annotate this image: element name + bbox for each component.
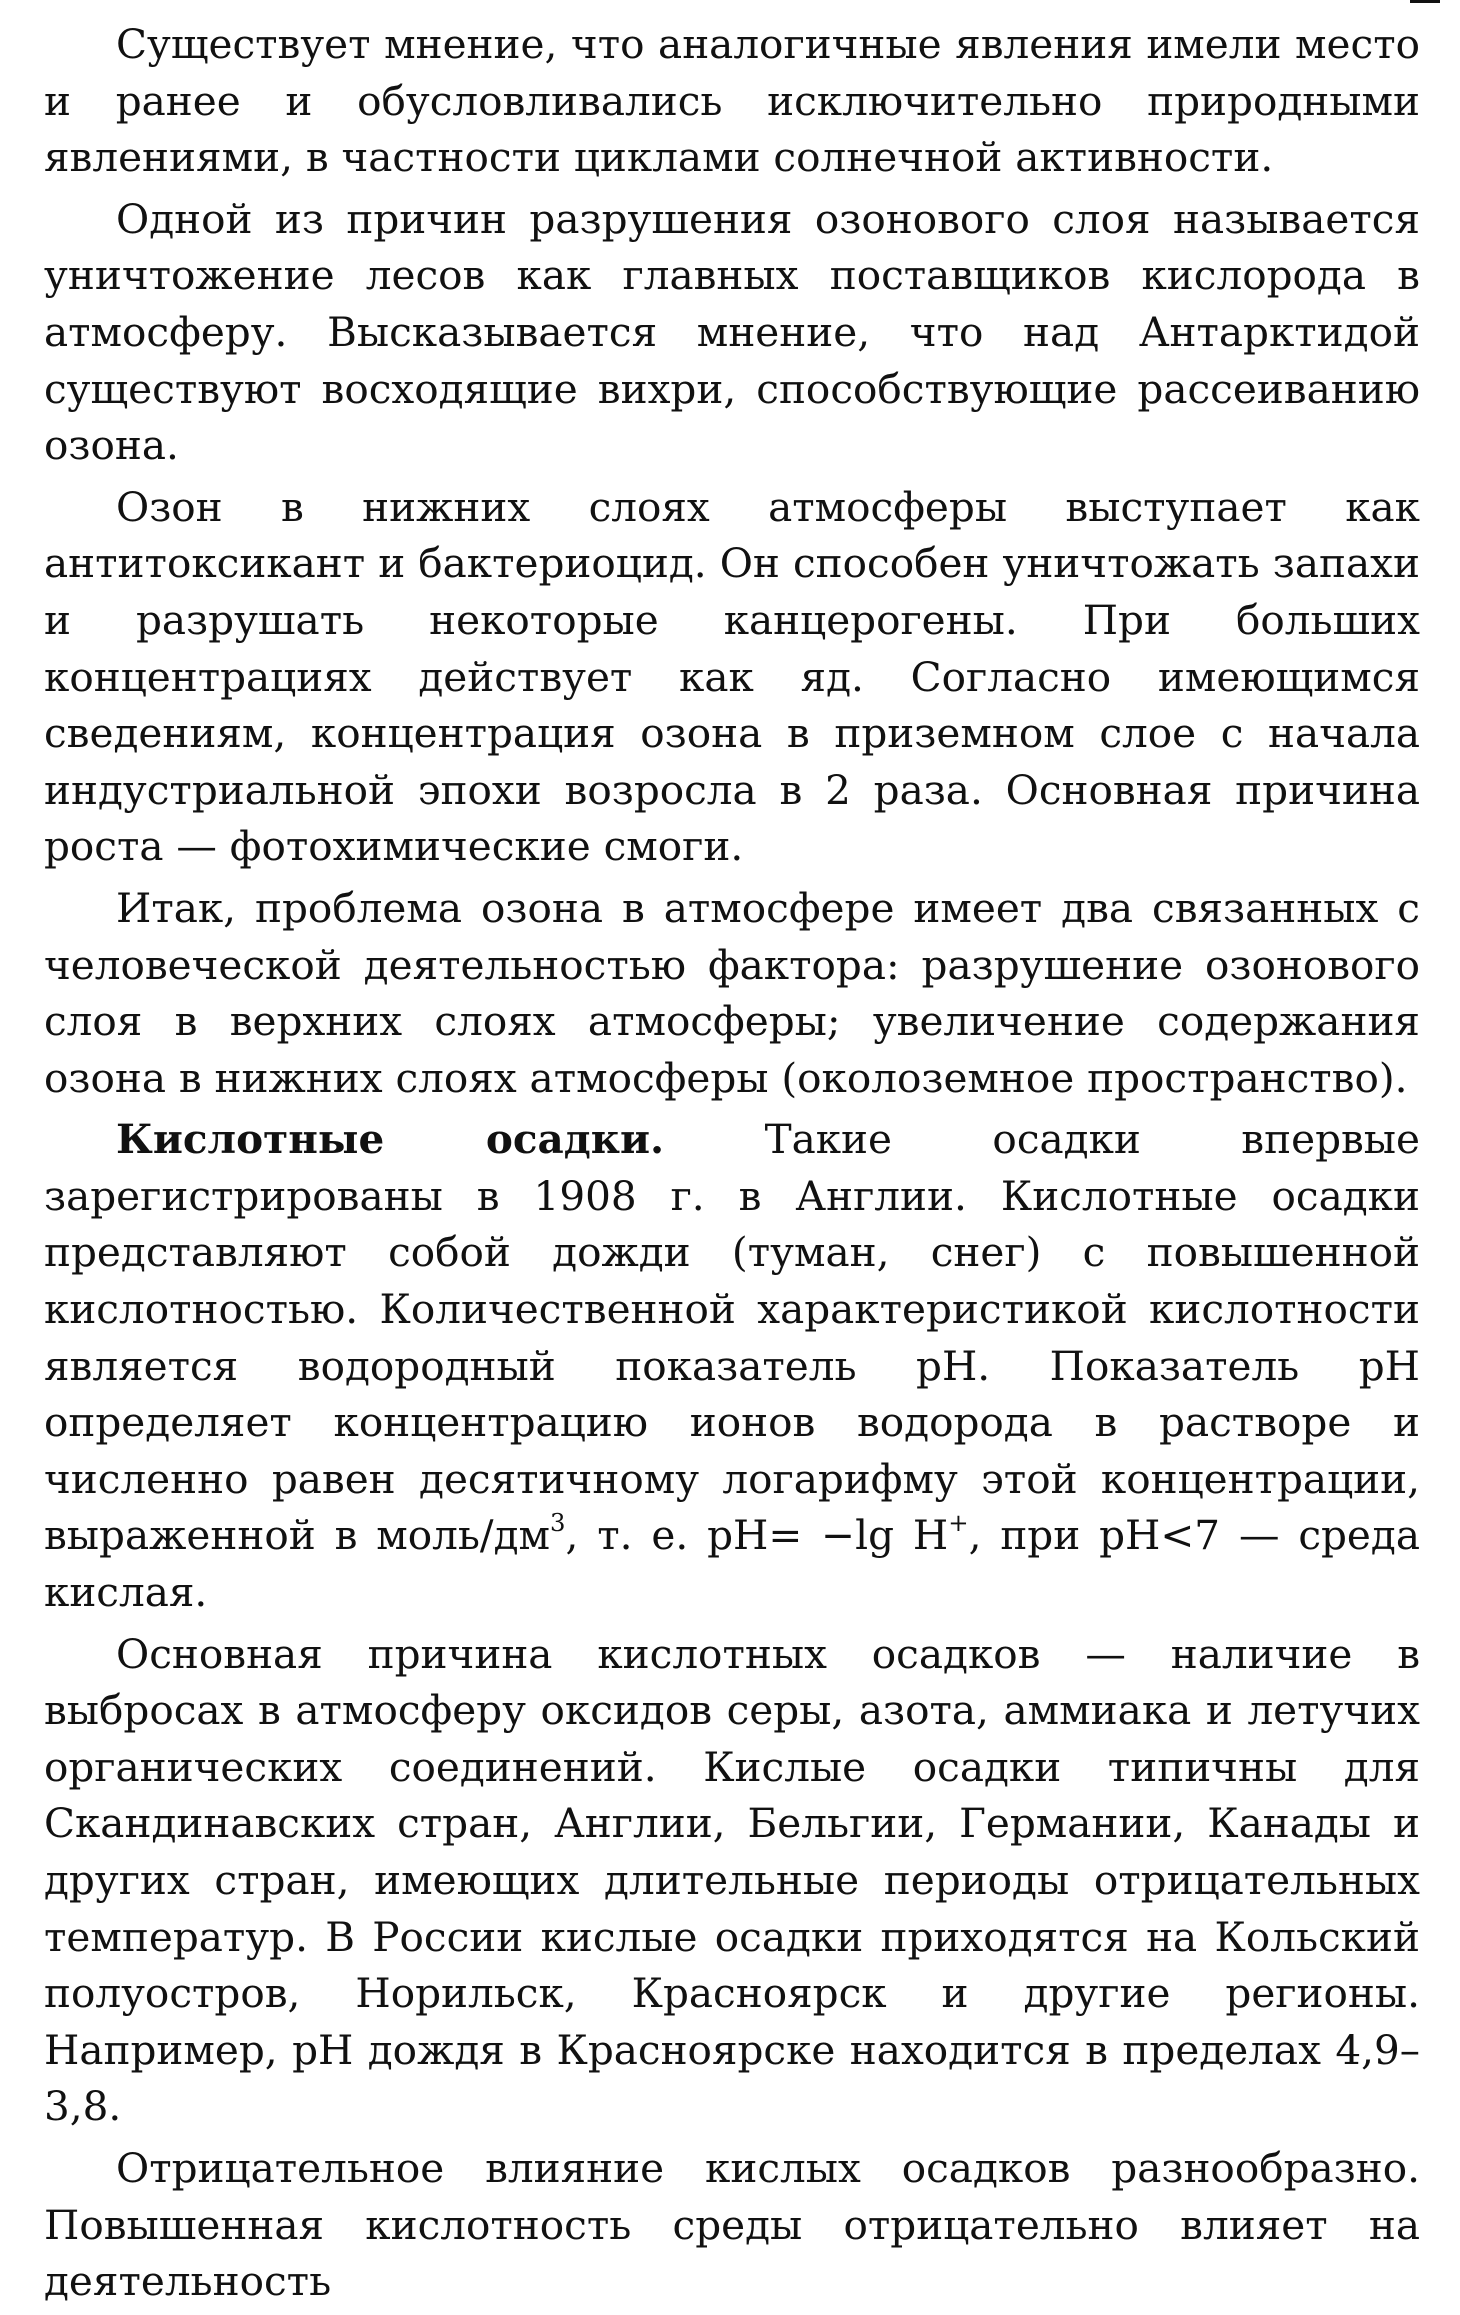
paragraph-solar-activity: Существует мнение, что аналогичные явления имели место и ранее и обусловливались исключительно природными явлениями, в частности циклами солнечной активности. — [44, 20, 1420, 182]
paragraph-forest-destruction: Одной из причин разрушения озонового слоя называется уничтожение лесов как главных поставщиков кислорода в атмосферу. Высказывается мнение, что над Антарктидой существуют восходящие вихри, способствующие рассеиванию озона. — [44, 194, 1420, 470]
term-acid-rain: Кислотные осадки. — [116, 1115, 665, 1164]
acid-rain-text-part-1: Такие осадки впервые зарегистрированы в 1908 г. в Англии. Кислотные осадки представляют собой дожди (туман, снег) с повышенной кислотностью. Количественной характеристикой кислотности является водородный показатель pH. Показатель pH определяет концентрацию ионов водорода в растворе и численно равен десятичному логарифму этой концентрации, выраженной в моль/дм — [44, 1115, 1420, 1560]
paragraph-ozone-summary: Итак, проблема озона в атмосфере имеет два связанных с человеческой деятельностью фактора: разрушение озонового слоя в верхних слоях атмосферы; увеличение содержания озона в нижних слоях атмосферы (околоземное пространство). — [44, 883, 1420, 1102]
acid-rain-text-part-2: , т. е. pH= −lg H — [565, 1511, 949, 1560]
paragraph-lower-ozone: Озон в нижних слоях атмосферы выступает как антитоксикант и бактериоцид. Он способен уничтожать запахи и разрушать некоторые канцерогены. При больших концентрациях действует как яд. Согласно имеющимся сведениям, концентрация озона в приземном слое с начала индустриальной эпохи возросла в 2 раза. Основная причина роста — фотохимические смоги. — [44, 482, 1420, 871]
page-corner-mark — [1410, 0, 1440, 3]
paragraph-acid-rain-definition — [44, 1111, 1420, 1620]
superscript-plus: + — [948, 1508, 969, 1538]
acid-rain-text-part-3: , при pH<7 — среда кислая. — [44, 1511, 1420, 1617]
body-text — [44, 16, 1420, 2315]
paragraph-acid-rain-effects: Отрицательное влияние кислых осадков разнообразно. Повышенная кислотность среды отрицательно влияет на деятельность — [44, 2143, 1420, 2306]
paragraph-acid-rain-causes: Основная причина кислотных осадков — наличие в выбросах в атмосферу оксидов серы, азота, аммиака и летучих органических соединений. Кислые осадки типичны для Скандинавских стран, Англии, Бельгии, Германии, Канады и других стран, имеющих длительные периоды отрицательных температур. В России кислые осадки приходятся на Кольский полуостров, Норильск, Красноярск и другие регионы. Например, pH дождя в Красноярске находится в пределах 4,9–3,8. — [44, 1629, 1420, 2131]
superscript-cube: 3 — [550, 1508, 566, 1538]
